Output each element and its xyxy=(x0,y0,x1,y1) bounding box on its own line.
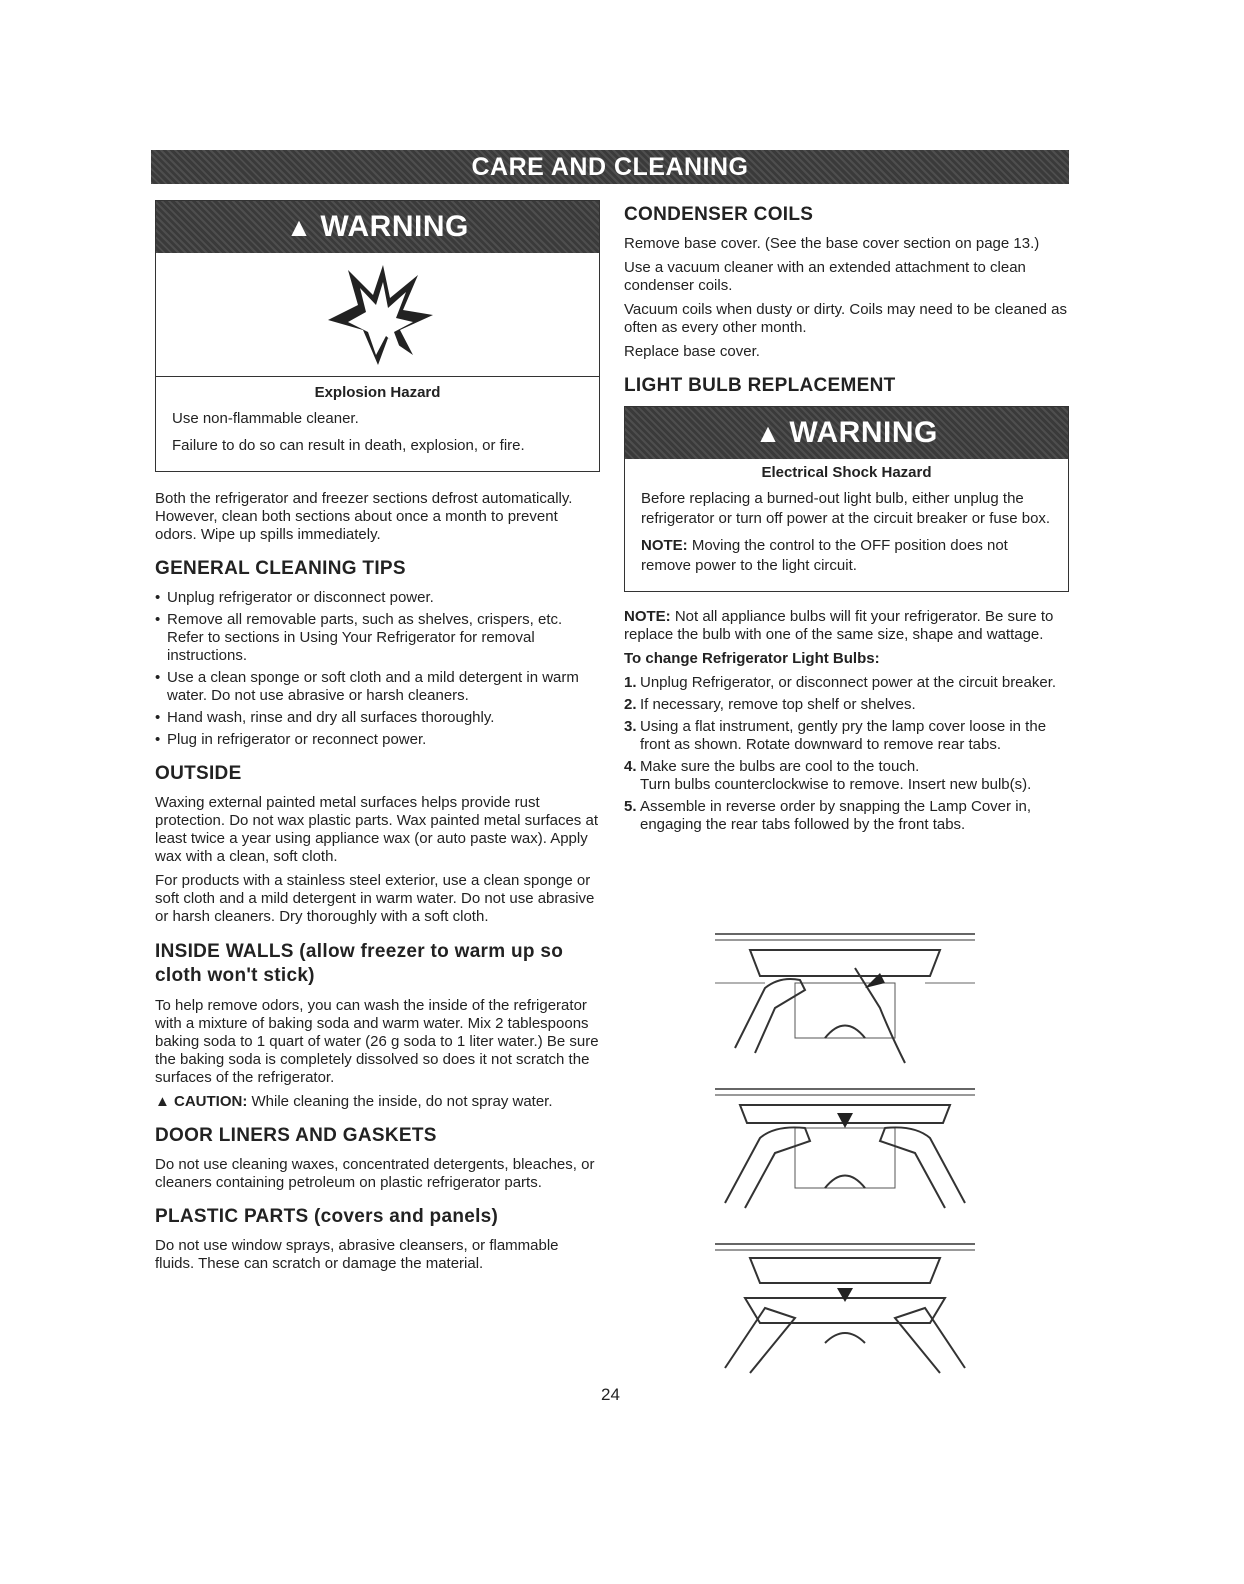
left-column xyxy=(155,200,600,1279)
hazard-title: Electrical Shock Hazard xyxy=(761,464,932,481)
plastic-parts-heading: PLASTIC PARTS (covers and panels) xyxy=(155,1206,499,1227)
hazard-title: Explosion Hazard xyxy=(314,384,441,401)
caution-triangle-icon: ▲ xyxy=(155,1093,175,1110)
section-banner xyxy=(151,150,1069,184)
general-tips-list xyxy=(155,589,600,749)
inside-paragraph: To help remove odors, you can wash the inside of the refrigerator with a mixture of baking soda and warm water. Mix 2 tablespoons baking soda to 1 quart of water (26 g soda to 1 liter water.) Be sure the baking soda is completely dissolved so does it not scratch the surfaces of the refrigerator. xyxy=(155,997,599,1086)
change-bulbs-title: To change Refrigerator Light Bulbs: xyxy=(624,650,880,667)
caution-label: CAUTION: xyxy=(174,1093,248,1110)
note-label: NOTE: xyxy=(641,537,688,554)
outside-paragraph: Waxing external painted metal surfaces helps provide rust protection. Do not wax plastic parts. Wax painted metal surfaces at least twice a year using appliance wax (or auto paste wax). Apply wax with a clean, soft cloth. xyxy=(155,794,598,865)
explosion-icon xyxy=(308,260,448,370)
warning-body xyxy=(625,459,1068,591)
note-text: Moving the control to the OFF position does not remove power to the light circuit. xyxy=(641,537,1008,574)
warning-header xyxy=(156,201,599,253)
list-item: • Remove all removable parts, such as shelves, crispers, etc. Refer to sections in Using Your Refrigerator for removal instructions. xyxy=(155,611,600,665)
shock-warning-box xyxy=(624,406,1069,592)
condenser-heading: CONDENSER COILS xyxy=(624,204,814,225)
explosion-illustration xyxy=(156,253,599,377)
bulb-note xyxy=(624,608,1069,644)
banner-title: CARE AND CLEANING xyxy=(471,152,749,181)
general-tips-heading: GENERAL CLEANING TIPS xyxy=(155,558,406,579)
list-item: • Unplug refrigerator or disconnect power. xyxy=(155,589,600,607)
warning-header xyxy=(625,407,1068,459)
caution-line xyxy=(155,1093,600,1111)
note-label: NOTE: xyxy=(624,608,671,625)
note-text: Not all appliance bulbs will fit your refrigerator. Be sure to replace the bulb with one of the same size, shape and wattage. xyxy=(624,608,1054,643)
warning-line: Before replacing a burned-out light bulb, either unplug the refrigerator or turn off power at the circuit breaker or fuse box. xyxy=(641,490,1051,527)
list-item: 5. Assemble in reverse order by snapping the Lamp Cover in, engaging the rear tabs followed by the front tabs. xyxy=(624,798,1032,833)
list-item: • Hand wash, rinse and dry all surfaces thoroughly. xyxy=(155,709,600,727)
list-item: 1. Unplug Refrigerator, or disconnect power at the circuit breaker. xyxy=(624,674,1057,691)
warning-body xyxy=(156,377,599,471)
warning-line: Use non-flammable cleaner. xyxy=(172,410,359,427)
outside-paragraph: For products with a stainless steel exterior, use a clean sponge or soft cloth and a mild detergent in warm water. Do not use abrasive or harsh cleaners. Dry thoroughly with a soft cloth. xyxy=(155,872,595,925)
warning-heading: WARNING xyxy=(789,416,938,449)
bulb-steps xyxy=(624,674,1069,834)
condenser-paragraph: Vacuum coils when dusty or dirty. Coils may need to be cleaned as often as every other month. xyxy=(624,301,1067,336)
explosion-warning-box xyxy=(155,200,600,472)
intro-paragraph: Both the refrigerator and freezer sections defrost automatically. However, clean both sections about once a month to prevent odors. Wipe up spills immediately. xyxy=(155,490,573,543)
warning-line: Failure to do so can result in death, explosion, or fire. xyxy=(172,437,525,454)
figure-rotate-cover xyxy=(705,1083,985,1223)
list-item: • Plug in refrigerator or reconnect power. xyxy=(155,731,600,749)
bulb-replacement-figures xyxy=(705,928,985,1393)
caution-text: While cleaning the inside, do not spray water. xyxy=(251,1093,553,1110)
warning-triangle-icon: ▲ xyxy=(286,211,313,242)
light-bulb-heading: LIGHT BULB REPLACEMENT xyxy=(624,375,896,396)
condenser-paragraph: Remove base cover. (See the base cover section on page 13.) xyxy=(624,235,1040,252)
list-item: 2. If necessary, remove top shelf or shelves. xyxy=(624,696,916,713)
door-paragraph: Do not use cleaning waxes, concentrated detergents, bleaches, or cleaners containing petroleum on plastic refrigerator parts. xyxy=(155,1156,595,1191)
page-number: 24 xyxy=(601,1385,620,1404)
inside-walls-heading: INSIDE WALLS (allow freezer to warm up so cloth won't stick) xyxy=(155,941,564,986)
outside-heading: OUTSIDE xyxy=(155,763,242,784)
figure-remove-cover xyxy=(705,1238,985,1378)
condenser-paragraph: Use a vacuum cleaner with an extended attachment to clean condenser coils. xyxy=(624,259,1026,294)
figure-pry-cover xyxy=(705,928,985,1068)
door-liners-heading: DOOR LINERS AND GASKETS xyxy=(155,1125,437,1146)
list-item: 4. Make sure the bulbs are cool to the touch. Turn bulbs counterclockwise to remove. Insert new bulb(s). xyxy=(624,758,1032,793)
warning-note xyxy=(641,536,1052,576)
right-column xyxy=(624,200,1069,838)
list-item: • Use a clean sponge or soft cloth and a mild detergent in warm water. Do not use abrasive or harsh cleaners. xyxy=(155,669,600,705)
condenser-paragraph: Replace base cover. xyxy=(624,343,760,360)
warning-heading: WARNING xyxy=(320,210,469,243)
plastic-paragraph: Do not use window sprays, abrasive cleansers, or flammable fluids. These can scratch or damage the material. xyxy=(155,1237,559,1272)
warning-triangle-icon: ▲ xyxy=(755,417,782,448)
list-item: 3. Using a flat instrument, gently pry the lamp cover loose in the front as shown. Rotate downward to remove rear tabs. xyxy=(624,718,1047,753)
